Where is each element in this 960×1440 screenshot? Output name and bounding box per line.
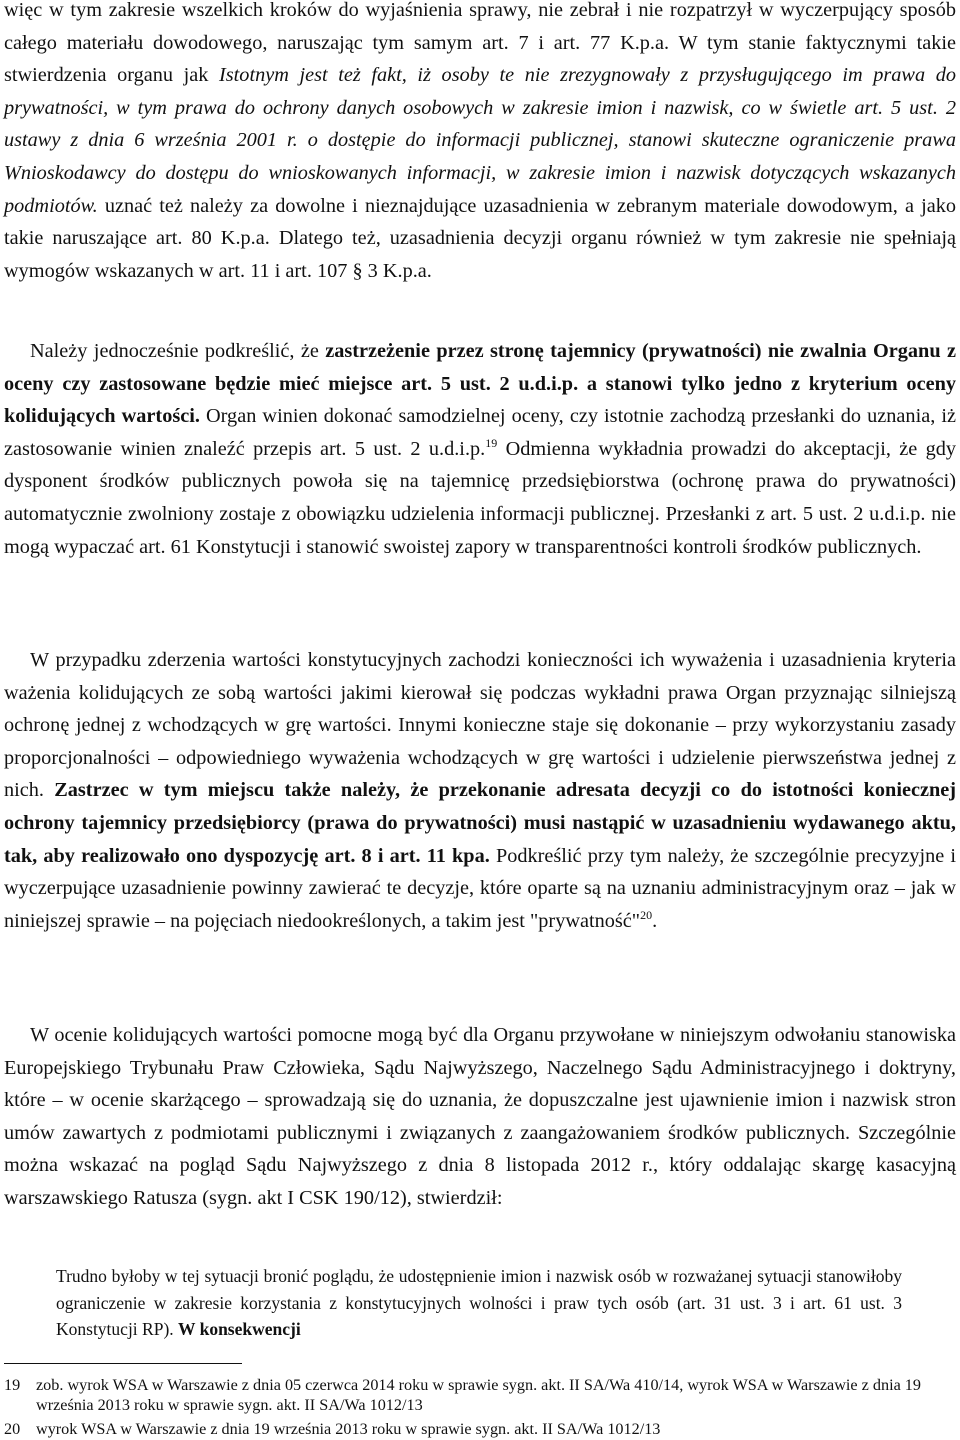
paragraph-4-text: W ocenie kolidujących wartości pomocne mogą być dla Organu przywołane w niniejszym odwołaniu stanowiska Europejskiego Trybunału Praw Człowieka, Sądu Najwyższego, Naczelnego Sądu Administracyjnego i doktryny, które – w ocenie skarżącego – sprowadzają się do uznania, że dopuszczalne jest ujawnienie imion i nazwisk stron umów zawartych z podmiotami publicznymi i związanych z zaangażowaniem środków publicznych. Szczególnie można wskazać na pogląd Sądu Najwyższego z dnia 8 listopada 2012 r., który oddalając skargę kasacyjną warszawskiego Ratusza (sygn. akt I CSK 190/12), stwierdził: (4, 1024, 956, 1209)
block-quote (56, 1263, 902, 1343)
paragraph-3-text-mid: Podkreślić przy tym należy, że szczególnie precyzyjne i wyczerpujące uzasadnienie powinny zawierać te decyzje, które oparte są na uznaniu administracyjnym oraz – jak w niniejszej sprawie – na pojęciach niedookreślonych, a takim jest "prywatność" (4, 844, 956, 932)
paragraph-2-text-mid: Organ winien dokonać samodzielnej oceny, czy istotnie zachodzą przesłanki do uznania, iż zastosowanie winien znaleźć przepis art. 5 ust. 2 u.d.i.p. (4, 405, 956, 460)
paragraph-1 (4, 0, 956, 287)
footnote-19-text: zob. wyrok WSA w Warszawie z dnia 05 czerwca 2014 roku w sprawie sygn. akt. II SA/Wa 410/14, wyrok WSA w Warszawie z dnia 19 września 2013 roku w sprawie sygn. akt. II SA/Wa 1012/13 (36, 1376, 921, 1414)
footnote-ref-19[interactable]: 19 (485, 436, 498, 451)
footnote-ref-20[interactable]: 20 (640, 907, 653, 922)
paragraph-3-text-end: . (652, 909, 658, 932)
paragraph-3-bold: Zastrzec w tym miejscu także należy, że przekonanie adresata decyzji co do istotności koniecznej ochrony tajemnicy przedsiębiorcy (prawa do prywatności) musi nastąpić w uzasadnieniu wydawanego aktu, tak, aby realizowało ono dyspozycję art. 8 i art. 11 kpa. (4, 779, 956, 867)
paragraph-2-text: Należy jednocześnie podkreślić, że (30, 340, 326, 362)
paragraph-1-text: więc w tym zakresie wszelkich kroków do wyjaśnienia sprawy, nie zebrał i nie rozpatrzył w wyczerpujący sposób całego materiału dowodowego, naruszając tym samym art. 7 i art. 77 K.p.a. W tym stanie faktycznymi takie stwierdzenia organu jak (4, 0, 956, 87)
footnote-20-text: wyrok WSA w Warszawie z dnia 19 września 2013 roku w sprawie sygn. akt. II SA/Wa 1012/13 (36, 1420, 661, 1438)
paragraph-1-quoted-italic: Istotnym jest też fakt, iż osoby te nie zrezygnowały z przysługującego im prawa do prywatności, w tym prawa do ochrony danych osobowych w zakresie imion i nazwisk, co w świetle art. 5 ust. 2 ustawy z dnia 6 września 2001 r. o dostępie do informacji publicznej, stanowi skuteczne ograniczenie prawa Wnioskodawcy do dostępu do wnioskowanych informacji, w zakresie imion i nazwisk dotyczących wskazanych podmiotów. (4, 64, 956, 217)
block-quote-text: Trudno byłoby w tej sytuacji bronić poglądu, że udostępnienie imion i nazwisk osób w rozważanej sytuacji stanowiłoby ograniczenie w zakresie korzystania z konstytucyjnych wolności i praw tych osób (art. 31 ust. 3 i art. 61 ust. 3 Konstytucji RP). (56, 1266, 902, 1339)
footnote-separator (4, 1363, 242, 1364)
paragraph-2 (4, 335, 956, 563)
paragraph-1-text-end: uznać też należy za dowolne i nieznajdujące uzasadnienia w zebranym materiale dowodowym, a jako takie naruszające art. 80 K.p.a. Dlatego też, uzasadnienia decyzji organu również w tym zakresie nie spełniają wymogów wskazanych w art. 11 i art. 107 § 3 K.p.a. (4, 194, 956, 282)
paragraph-3-text: W przypadku zderzenia wartości konstytucyjnych zachodzi konieczności ich wyważenia i uzasadnienia kryteria ważenia kolidujących ze sobą wartości jakimi kierował się podczas wykładni prawa Organ przyznając silniejszą ochronę jednej z wchodzących w grę wartości. Innymi konieczne staje się dokonanie – przy wykorzystaniu zasady proporcjonalności – odpowiedniego wyważenia wchodzących w grę wartości i udzielenie pierwszeństwa jednej z nich. (4, 649, 956, 802)
footnote-19-number: 19 (4, 1376, 21, 1394)
paragraph-3 (4, 644, 956, 937)
paragraph-4 (4, 1019, 956, 1215)
block-quote-bold: W konsekwencji (178, 1319, 301, 1339)
paragraph-2-bold: zastrzeżenie przez stronę tajemnicy (prywatności) nie zwalnia Organu z oceny czy zastosowane będzie mieć miejsce art. 5 ust. 2 u.d.i.p. a stanowi tylko jedno z kryterium oceny kolidujących wartości. (4, 340, 956, 428)
paragraph-2-text-end: Odmienna wykładnia prowadzi do akceptacji, że gdy dysponent środków publicznych powoła się na tajemnicę przedsiębiorstwa (ochronę prawa do prywatności) automatycznie zwolniony zostaje z obowiązku udzielenia informacji publicznej. Przesłanki z art. 5 ust. 2 u.d.i.p. nie mogą wypaczać art. 61 Konstytucji i stanowić swoistej zapory w transparentności kontroli środków publicznych. (4, 437, 957, 558)
footnote-20-number: 20 (4, 1420, 21, 1438)
footnote-20 (0, 1419, 956, 1439)
footnote-19 (0, 1375, 956, 1415)
